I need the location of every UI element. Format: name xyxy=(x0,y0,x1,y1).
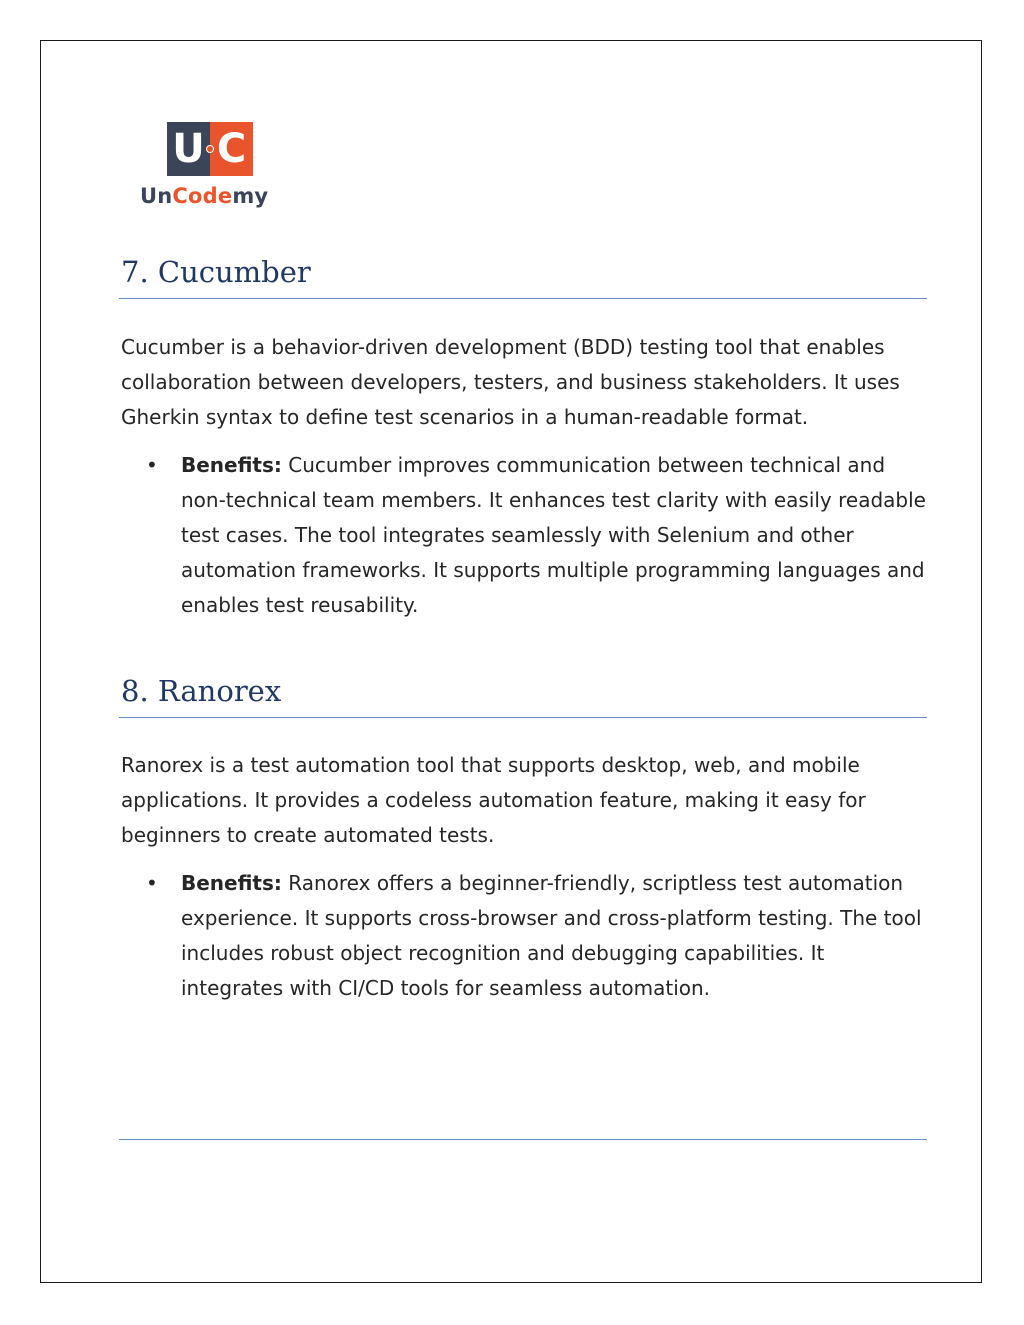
logo-letter-c: C xyxy=(210,122,253,176)
section-heading-ranorex: 8. Ranorex xyxy=(121,674,282,708)
bullet-text: Ranorex offers a beginner-friendly, scriptless test automation experience. It supports cross-browser and cross-platform testing. The tool includes robust object recognition and debugging capabilities. It integrates with CI/CD tools for seamless automation. xyxy=(181,871,922,1000)
bullet-text: Cucumber improves communication between technical and non-technical team members. It enhances test clarity with easily readable test cases. The tool integrates seamlessly with Selenium and other automation frameworks. It supports multiple programming languages and enables test reusability. xyxy=(181,453,926,617)
logo-word-code: Code xyxy=(172,184,233,208)
logo-word-un: Un xyxy=(140,184,173,208)
uncodemy-logo xyxy=(138,120,283,212)
bullet-item-ranorex-benefits xyxy=(181,866,929,1006)
section-paragraph-cucumber: Cucumber is a behavior-driven development (BDD) testing tool that enables collaboration between developers, testers, and business stakeholders. It uses Gherkin syntax to define test scenarios in a human-readable format. xyxy=(121,335,900,429)
logo-dot xyxy=(206,145,214,153)
bullet-item-cucumber-benefits xyxy=(181,448,929,623)
footer-rule xyxy=(119,1139,927,1140)
page-border xyxy=(40,40,982,1283)
bullet-label: Benefits: xyxy=(181,453,282,477)
heading-rule-cucumber xyxy=(119,298,927,299)
logo-letter-u: U xyxy=(167,122,210,176)
logo-word-my: my xyxy=(232,184,269,208)
bullet-marker: • xyxy=(146,871,158,895)
section-paragraph-ranorex: Ranorex is a test automation tool that supports desktop, web, and mobile applications. It provides a codeless automation feature, making it easy for beginners to create automated tests. xyxy=(121,753,866,847)
bullet-marker: • xyxy=(146,453,158,477)
bullet-label: Benefits: xyxy=(181,871,282,895)
heading-rule-ranorex xyxy=(119,717,927,718)
section-heading-cucumber: 7. Cucumber xyxy=(121,255,311,289)
logo-mark xyxy=(167,122,253,176)
logo-wordmark xyxy=(140,183,268,209)
